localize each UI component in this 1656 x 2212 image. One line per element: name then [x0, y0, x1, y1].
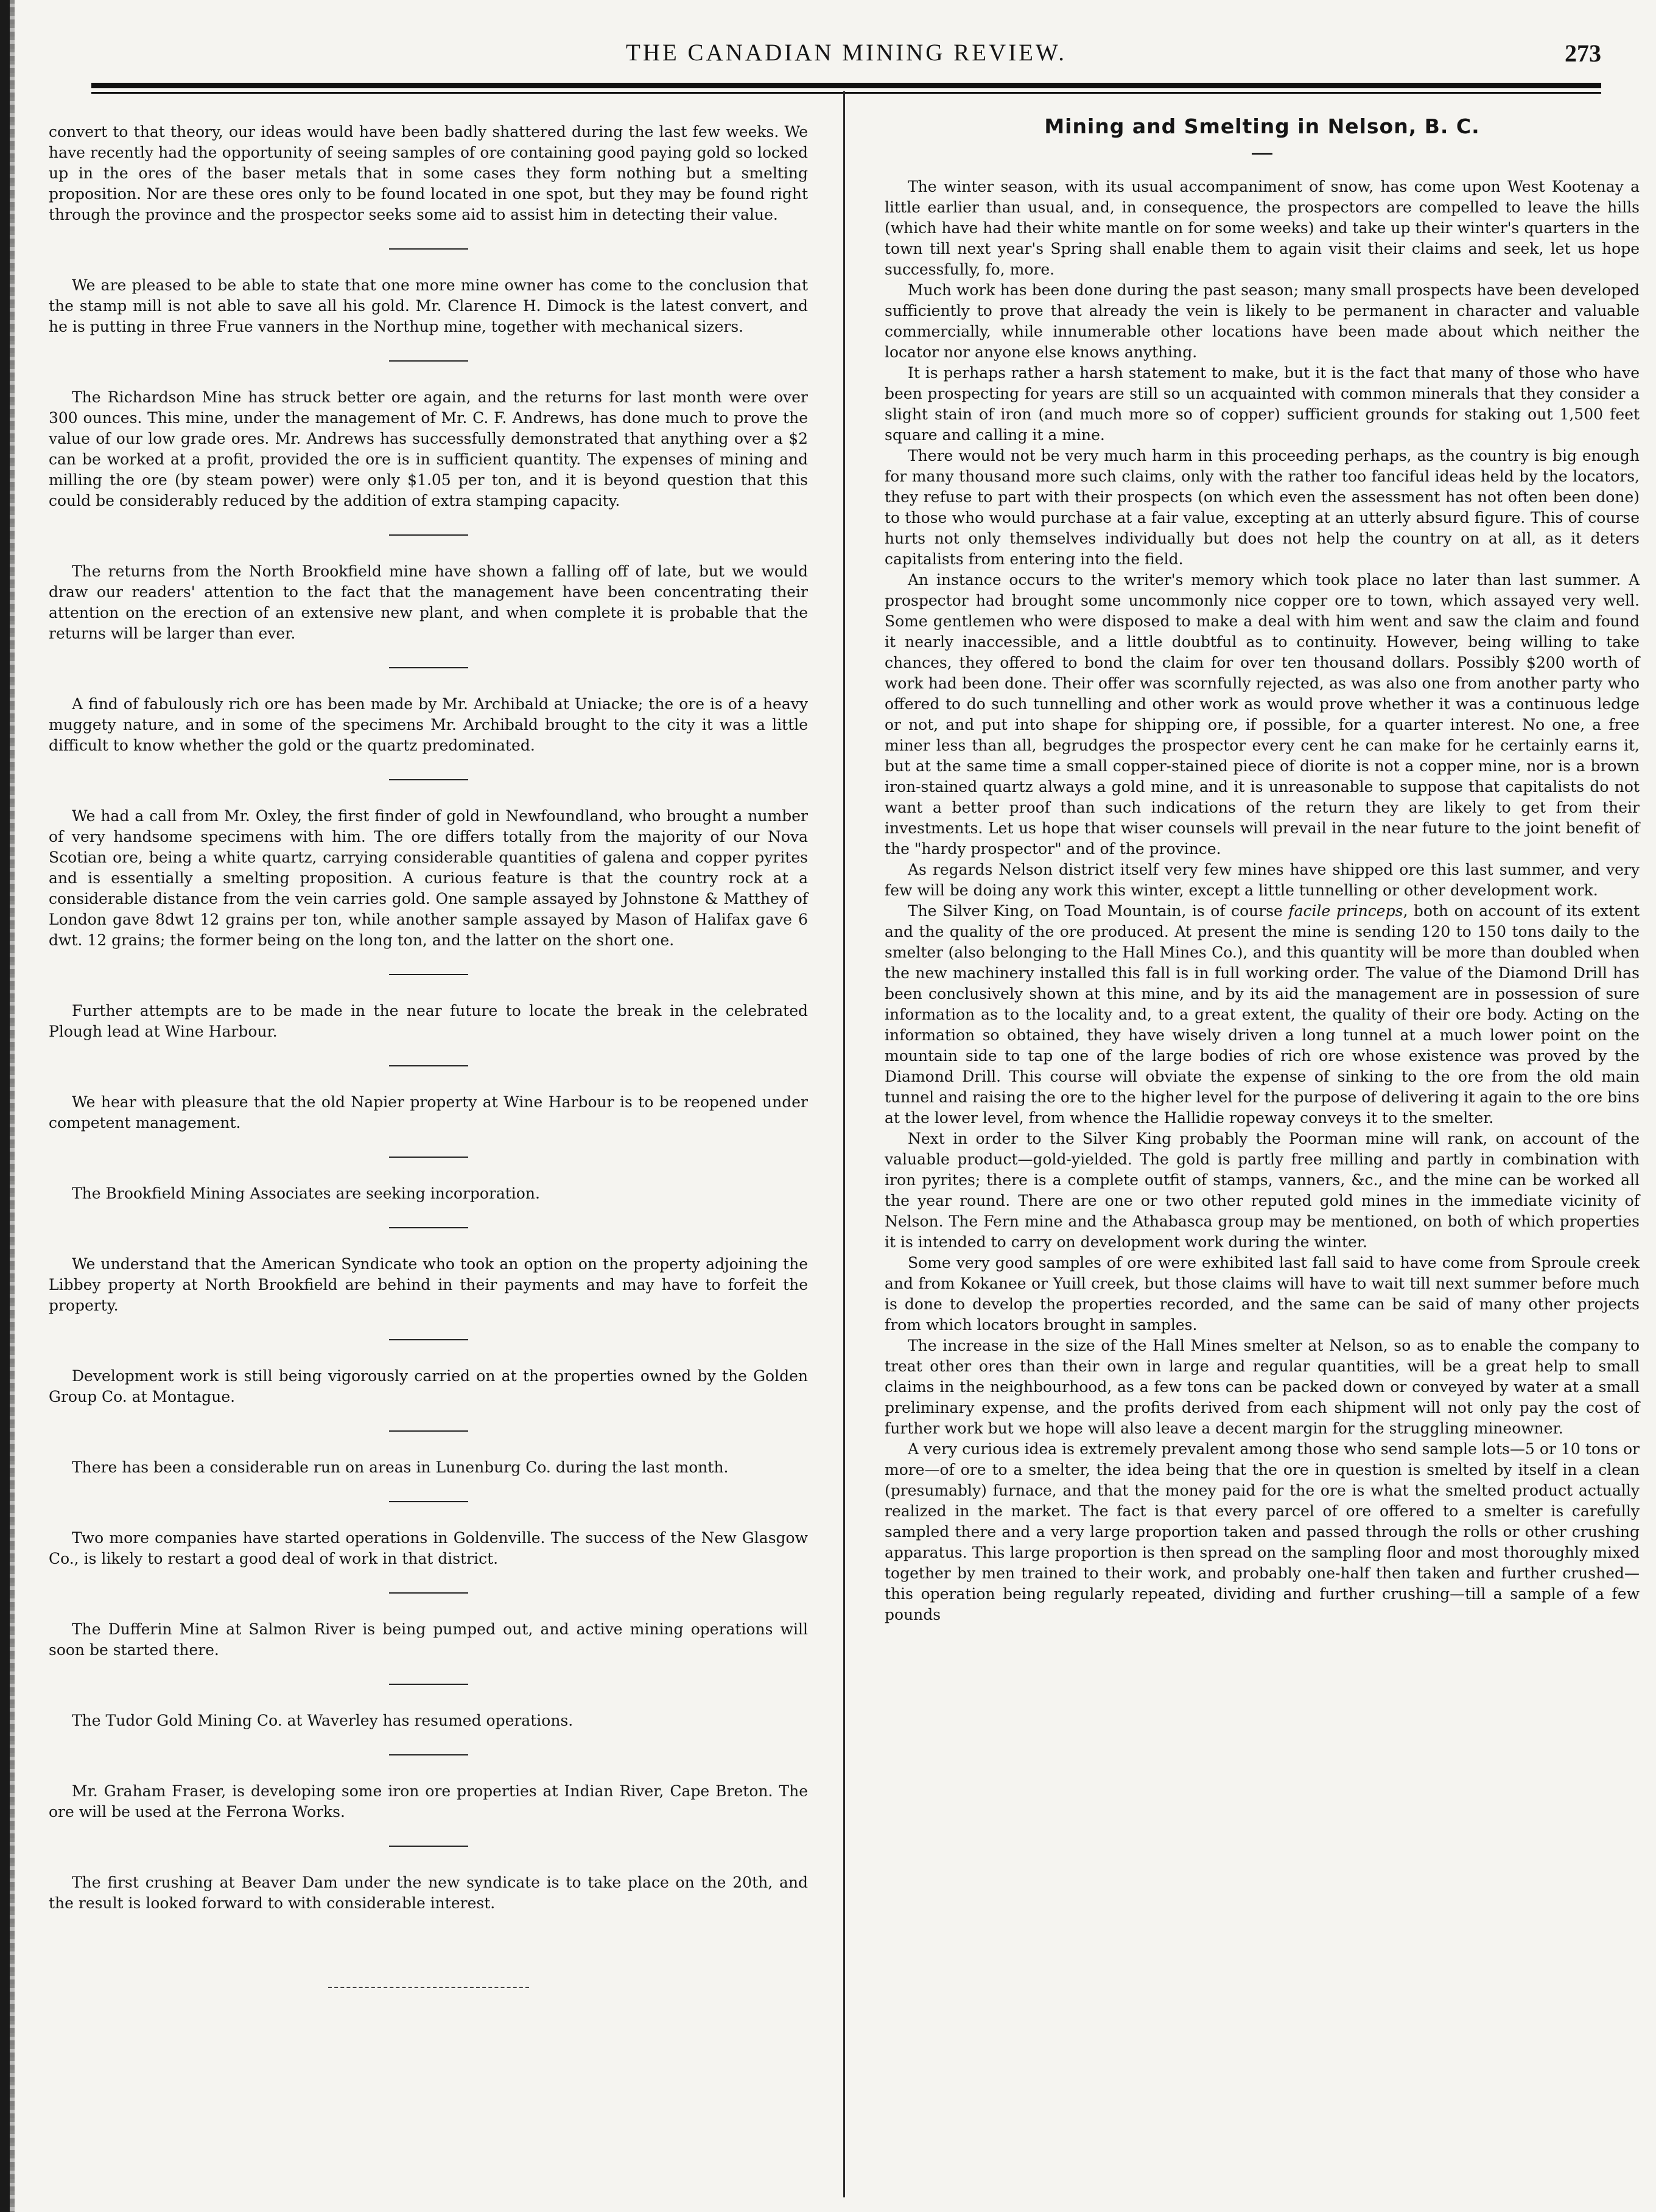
article-paragraph: Much work has been done during the past season; many small prospects have been developed sufficiently to prove that already the vein is likely to be permanent in character and valuable commercially, while innumerable other locations have been made about which neither the locator nor anyone else knows anything.: [885, 281, 1640, 361]
end-of-section-rule: [328, 1987, 529, 1988]
news-note: The Dufferin Mine at Salmon River is being pumped out, and active mining operations will soon be started there.: [49, 1620, 808, 1659]
note-separator: [389, 667, 468, 668]
article-paragraph: Next in order to the Silver King probably the Poorman mine will rank, on account of the valuable product—gold-yielded. The gold is partly free milling and partly in combination with iron pyrites; there is a complete outfit of stamps, vanners, &c., and the mine can be worked all the year round. There are one or two other reputed gold mines in the immediate vicinity of Nelson. The Fern mine and the Athabasca group may be mentioned, on both of which properties it is intended to carry on development work during the winter.: [885, 1130, 1640, 1251]
news-note: Further attempts are to be made in the near future to locate the break in the celebrated Plough lead at Wine Harbour.: [49, 1002, 808, 1040]
news-note: The Brookfield Mining Associates are seeking incorporation.: [72, 1185, 540, 1202]
news-note: Mr. Graham Fraser, is developing some iron ore properties at Indian River, Cape Breton. The ore will be used at the Ferrona Works.: [49, 1782, 808, 1821]
page-binding-edge: [0, 0, 10, 2212]
article-paragraph: A very curious idea is extremely prevalent among those who send sample lots—5 or 10 tons or more—of ore to a smelter, the idea being that the ore in question is smelted by itself in a clean (presumably) furnace, and that the money paid for the ore is what the smelted product actually realized in the market. The fact is that every parcel of ore offered to a smelter is carefully sampled there and a very large proportion taken and passed through the rolls or other crushing apparatus. This large proportion is then spread on the sampling floor and most thoroughly mixed together by men trained to their work, and probably one-half then taken and further crushed—this operation being regularly repeated, dividing and further crushing—till a sample of a few pounds: [885, 1440, 1640, 1623]
page-number: 273: [1565, 40, 1601, 67]
article-paragraph: An instance occurs to the writer's memory which took place no later than last summer. A prospector had brought some uncommonly nice copper ore to town, which assayed very well. Some gentlemen who were disposed to make a deal with him went and saw the claim and found it nearly inaccessible, and a little doubtful as to continuity. However, being willing to take chances, they offered to bond the claim for over ten thousand dollars. Possibly $200 worth of work had been done. Their offer was scornfully rejected, as was also one from another party who offered to do such tunnelling and other work as would prove whether it was a continuous ledge or not, and put into shape for shipping ore, if possible, for a quarter interest. No one, a free miner less than all, begrudges the prospector every cent he can make for he certainly earns it, but at the same time a small copper-stained piece of diorite is not a copper mine, nor is a brown iron-stained quartz always a gold mine, and it is unreasonable to suppose that capitalists do not want a better proof than such indications of the return they are likely to get from their investments. Let us hope that wiser counsels will prevail in the near future to the joint benefit of the "hardy prospector" and of the province.: [885, 571, 1640, 858]
paragraph-text: The Silver King, on Toad Mountain, is of course: [908, 902, 1289, 920]
note-separator: [389, 360, 468, 362]
news-note: A find of fabulously rich ore has been made by Mr. Archibald at Uniacke; the ore is of a heavy muggety nature, and in some of the specimens Mr. Archibald brought to the city it was a little difficult to know whether the gold or the quartz predominated.: [49, 695, 808, 754]
news-note: There has been a considerable run on areas in Lunenburg Co. during the last month.: [72, 1458, 729, 1476]
news-note: Development work is still being vigorously carried on at the properties owned by the Golden Group Co. at Montague.: [49, 1367, 808, 1405]
note-separator: [389, 248, 468, 250]
news-note: Two more companies have started operations in Goldenville. The success of the New Glasgow Co., is likely to restart a good deal of work in that district.: [49, 1529, 808, 1567]
news-note: We had a call from Mr. Oxley, the first finder of gold in Newfoundland, who brought a number of very handsome specimens with him. The ore differs totally from the majority of our Nova Scotian ore, being a white quartz, carrying considerable quantities of galena and copper pyrites and is essentially a smelting proposition. A curious feature is that the country rock at a considerable distance from the vein carries gold. One sample assayed by Johnstone & Matthey of London gave 8dwt 12 grains per ton, while another sample assayed by Mason of Halifax gave 6 dwt. 12 grains; the former being on the long ton, and the latter on the short one.: [49, 807, 808, 949]
article-paragraph: The winter season, with its usual accompaniment of snow, has come upon West Kootenay a little earlier than usual, and, in consequence, the prospectors are compelled to leave the hills (which have had their white mantle on for some weeks) and take up their winter's quarters in the town till next year's Spring shall enable them to again visit their claims and seek, let us hope successfully, fo, more.: [885, 178, 1640, 278]
note-separator: [389, 534, 468, 536]
news-note: We hear with pleasure that the old Napier property at Wine Harbour is to be reopened under competent management.: [49, 1093, 808, 1132]
article-title: Mining and Smelting in Nelson, B. C.: [1044, 114, 1480, 138]
note-separator: [389, 1501, 468, 1502]
left-column: [49, 122, 808, 1988]
note-separator: [389, 1754, 468, 1755]
right-column: [885, 97, 1640, 1625]
note-separator: [389, 974, 468, 975]
news-note: The first crushing at Beaver Dam under the new syndicate is to take place on the 20th, and the result is looked forward to with considerable interest.: [49, 1874, 808, 1912]
note-separator: [389, 1339, 468, 1340]
column-divider: [843, 91, 845, 2197]
note-separator: [389, 1157, 468, 1158]
note-separator: [389, 1684, 468, 1685]
note-separator: [389, 1065, 468, 1066]
note-separator: [389, 1227, 468, 1228]
article-paragraph: It is perhaps rather a harsh statement to make, but it is the fact that many of those who have been prospecting for years are still so un acquainted with common minerals that they consider a slight stain of iron (and much more so of copper) sufficient grounds for staking out 1,500 feet square and calling it a mine.: [885, 364, 1640, 444]
running-title: THE CANADIAN MINING REVIEW.: [626, 40, 1067, 66]
news-note: The returns from the North Brookfield mine have shown a falling off of late, but we would draw our readers' attention to the fact that the management have been concentrating their attention on the erection of an extensive new plant, and when complete it is probable that the returns will be larger than ever.: [49, 562, 808, 642]
news-note: We understand that the American Syndicate who took an option on the property adjoining the Libbey property at North Brookfield are behind in their payments and may have to forfeit the property.: [49, 1255, 808, 1314]
article-paragraph: The increase in the size of the Hall Mines smelter at Nelson, so as to enable the company to treat other ores than their own in large and regular quantities, will be a great help to small claims in the neighbourhood, as a few tons can be packed down or conveyed by water at a small preliminary expense, and the profits derived from each shipment will not only pay the cost of further work but we hope will also leave a decent margin for the struggling mineowner.: [885, 1337, 1640, 1437]
note-separator: [389, 1592, 468, 1594]
note-separator: [389, 779, 468, 780]
article-paragraph: There would not be very much harm in this proceeding perhaps, as the country is big enough for many thousand more such claims, only with the rather too fanciful ideas held by the locators, they refuse to part with their prospects (on which even the assessment has not often been done) to those who would purchase at a fair value, excepting at an utterly absurd figure. This of course hurts not only themselves individually but does not help the country on at all, as it deters capitalists from entering into the field.: [885, 447, 1640, 568]
news-note: convert to that theory, our ideas would have been badly shattered during the last few weeks. We have recently had the opportunity of seeing samples of ore containing good paying gold so locked up in the ores of the baser metals that in some cases they form nothing but a smelting proposition. Nor are these ores only to be found located in one spot, but they may be found right through the province and the prospector seeks some aid to assist him in detecting their value.: [49, 123, 808, 223]
note-separator: [389, 1846, 468, 1847]
news-note: The Richardson Mine has struck better ore again, and the returns for last month were over 300 ounces. This mine, under the management of Mr. C. F. Andrews, has done much to prove the value of our low grade ores. Mr. Andrews has successfully demonstrated that anything over a $2 can be worked at a profit, provided the ore is in sufficient quantity. The expenses of mining and milling the ore (by steam power) were only $1.05 per ton, and it is beyond question that this could be considerably reduced by the addition of extra stamping capacity.: [49, 388, 808, 509]
latin-phrase: facile princeps: [1288, 902, 1403, 920]
article-paragraph: Some very good samples of ore were exhibited last fall said to have come from Sproule creek and from Kokanee or Yuill creek, but those claims will have to wait till next summer before much is done to develop the properties recorded, and the same can be said of many other projects from which locators brought in samples.: [885, 1254, 1640, 1334]
article-paragraph: As regards Nelson district itself very few mines have shipped ore this last summer, and very few will be doing any work this winter, except a little tunnelling or other development work.: [885, 861, 1640, 899]
article-paragraph: [885, 901, 1640, 1129]
page-header: [91, 39, 1601, 75]
news-note: The Tudor Gold Mining Co. at Waverley has resumed operations.: [72, 1712, 574, 1729]
news-note: We are pleased to be able to state that one more mine owner has come to the conclusion that the stamp mill is not able to save all his gold. Mr. Clarence H. Dimock is the latest convert, and he is putting in three Frue vanners in the Northup mine, together with mechanical sizers.: [49, 276, 808, 335]
title-rule: [1252, 153, 1272, 155]
header-rule-thick: [91, 83, 1601, 88]
note-separator: [389, 1430, 468, 1432]
header-rule-thin: [91, 92, 1601, 94]
paragraph-text: , both on account of its extent and the quality of the ore produced. At present the mine is sending 120 to 150 tons daily to the smelter (also belonging to the Hall Mines Co.), and this quantity will be more than doubled when the new machinery installed this fall is in full working order. The value of the Diamond Drill has been conclusively shown at this mine, and by its aid the management are in possession of sure information as to the locality and, to a great extent, the quality of their ore body. Acting on the information so obtained, they have wisely driven a long tunnel at a much lower point on the mountain side to tap one of the large bodies of rich ore whose existence was proved by the Diamond Drill. This course will obviate the expense of sinking to the ore from the old main tunnel and raising the ore to the higher level for the purpose of delivering it again to the ore bins at the lower level, from whence the Hallidie ropeway conveys it to the smelter.: [885, 902, 1640, 1127]
